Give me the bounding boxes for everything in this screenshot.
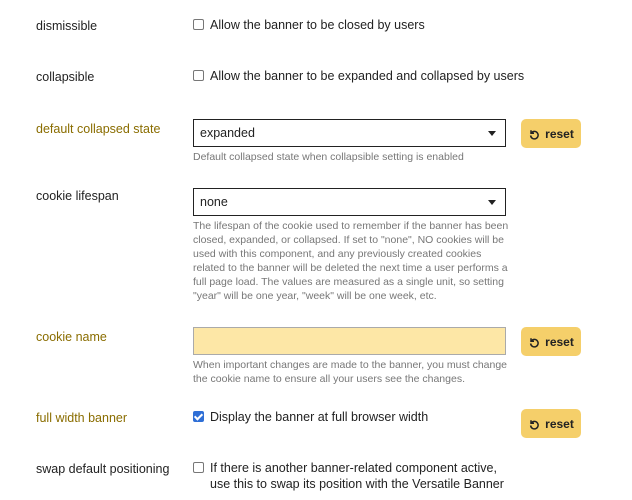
reset-cookie-name-button[interactable]	[521, 327, 581, 356]
caret-down-icon	[488, 200, 496, 205]
collapsible-checkbox-label[interactable]: Allow the banner to be expanded and collapsed by users	[210, 69, 525, 83]
reset-label: reset	[545, 126, 574, 141]
swap-default-positioning-checkbox[interactable]	[193, 462, 204, 473]
full-width-banner-checkbox-label[interactable]: Display the banner at full browser width	[210, 410, 429, 424]
swap-default-positioning-checkbox-row[interactable]	[193, 460, 513, 492]
default-collapsed-state-value: expanded	[200, 126, 255, 140]
cookie-name-description: When important changes are made to the banner, you must change the cookie name to ensure all your users see the changes.	[193, 359, 508, 385]
default-collapsed-state-select[interactable]	[193, 119, 506, 147]
cookie-lifespan-description: The lifespan of the cookie used to remember if the banner has been closed, expanded, or collapsed. If set to "none", NO cookies will be used with this component, and any previously created cookies related to the banner will be deleted the next time a user performs a full page load. The values are measured as a single unit, so setting "year" will be one year, "week" will be one week, etc.	[193, 220, 509, 302]
full-width-banner-checkbox[interactable]	[193, 411, 204, 422]
undo-arrow-icon	[528, 128, 540, 140]
setting-label-collapsible: collapsible	[36, 70, 95, 84]
caret-down-icon	[488, 131, 496, 136]
cookie-lifespan-select[interactable]	[193, 188, 506, 216]
cookie-lifespan-value: none	[200, 195, 228, 209]
reset-label: reset	[545, 334, 574, 349]
setting-label-full-width-banner: full width banner	[36, 411, 128, 425]
dismissible-checkbox[interactable]	[193, 19, 204, 30]
reset-default-collapsed-state-button[interactable]	[521, 119, 581, 148]
dismissible-checkbox-label[interactable]: Allow the banner to be closed by users	[210, 18, 425, 32]
reset-label: reset	[545, 416, 574, 431]
setting-label-default-collapsed-state: default collapsed state	[36, 122, 161, 136]
reset-full-width-banner-button[interactable]	[521, 409, 581, 438]
setting-label-dismissible: dismissible	[36, 19, 98, 33]
default-collapsed-state-description: Default collapsed state when collapsible setting is enabled	[193, 151, 464, 163]
setting-label-swap-default-positioning: swap default positioning	[36, 462, 170, 476]
collapsible-checkbox-row[interactable]	[193, 68, 524, 84]
full-width-banner-checkbox-row[interactable]	[193, 409, 428, 425]
swap-default-positioning-checkbox-label[interactable]: If there is another banner-related component active, use this to swap its position with the Versatile Banner	[210, 461, 504, 491]
collapsible-checkbox[interactable]	[193, 70, 204, 81]
setting-label-cookie-lifespan: cookie lifespan	[36, 189, 119, 203]
undo-arrow-icon	[528, 336, 540, 348]
setting-label-cookie-name: cookie name	[36, 330, 107, 344]
undo-arrow-icon	[528, 418, 540, 430]
cookie-name-input[interactable]	[193, 327, 506, 355]
dismissible-checkbox-row[interactable]	[193, 17, 425, 33]
